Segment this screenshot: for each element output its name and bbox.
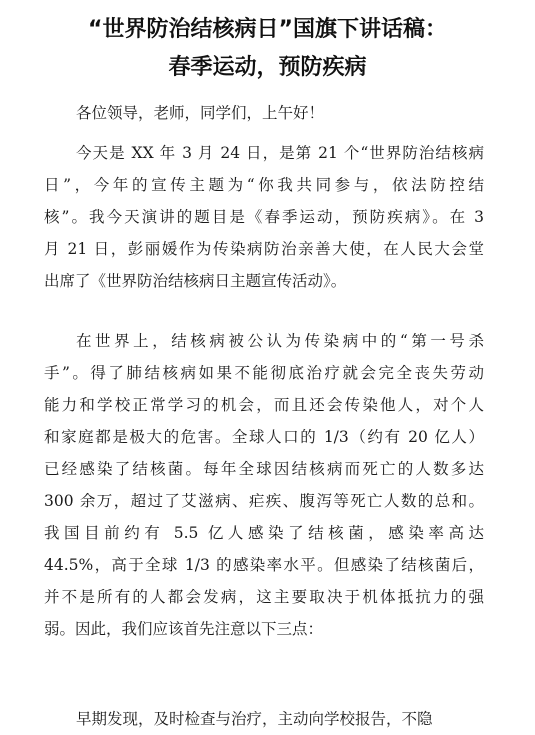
paragraph-line: 日”，今年的宣传主题为“你我共同参与，依法防控结: [44, 176, 484, 194]
greeting-text: 各位领导，老师，同学们，上午好！: [76, 104, 325, 122]
paragraph-line: 44.5%，高于全球 1/3 的感染率水平。但感染了结核菌后，: [44, 556, 484, 574]
paragraph-line: 月 21 日，彭丽媛作为传染病防治亲善大使，在人民大会堂: [44, 240, 484, 258]
paragraph-line: 和家庭都是极大的危害。全球人口的 1/3（约有 20 亿人）: [44, 428, 484, 446]
speech-title: “世界防治结核病日”国旗下讲话稿：: [88, 17, 447, 42]
paragraph-line: 能力和学校正常学习的机会，而且还会传染他人，对个人: [44, 396, 484, 414]
greeting-paragraph: [44, 97, 484, 129]
paragraph-line: 弱。因此，我们应该首先注意以下三点：: [44, 620, 324, 638]
paragraph-line: 并不是所有的人都会发病，这主要取决于机体抵抗力的强: [44, 588, 484, 606]
paragraph-line: 今天是 XX 年 3 月 24 日，是第 21 个“世界防治结核病: [76, 144, 484, 162]
paragraph-date-theme: [44, 137, 484, 297]
paragraph-line: 出席了《世界防治结核病日主题宣传活动》。: [44, 272, 347, 290]
paragraph-line: 300 余万，超过了艾滋病、疟疾、腹泻等死亡人数的总和。: [44, 492, 484, 510]
paragraph-line: 我国目前约有 5.5 亿人感染了结核菌，感染率高达: [44, 524, 484, 542]
paragraph-line: 早期发现，及时检查与治疗，主动向学校报告，不隐: [76, 710, 433, 728]
speech-subtitle: 春季运动，预防疾病: [168, 55, 367, 80]
paragraph-tuberculosis-facts: [44, 325, 484, 645]
paragraph-early-detection: [44, 703, 484, 735]
paragraph-line: 核”。我今天演讲的题目是《春季运动，预防疾病》。在 3: [44, 208, 484, 226]
paragraph-line: 已经感染了结核菌。每年全球因结核病而死亡的人数多达: [44, 460, 484, 478]
paragraph-line: 在世界上，结核病被公认为传染病中的“第一号杀: [76, 332, 484, 350]
paragraph-line: 手”。得了肺结核病如果不能彻底治疗就会完全丧失劳动: [44, 364, 484, 382]
